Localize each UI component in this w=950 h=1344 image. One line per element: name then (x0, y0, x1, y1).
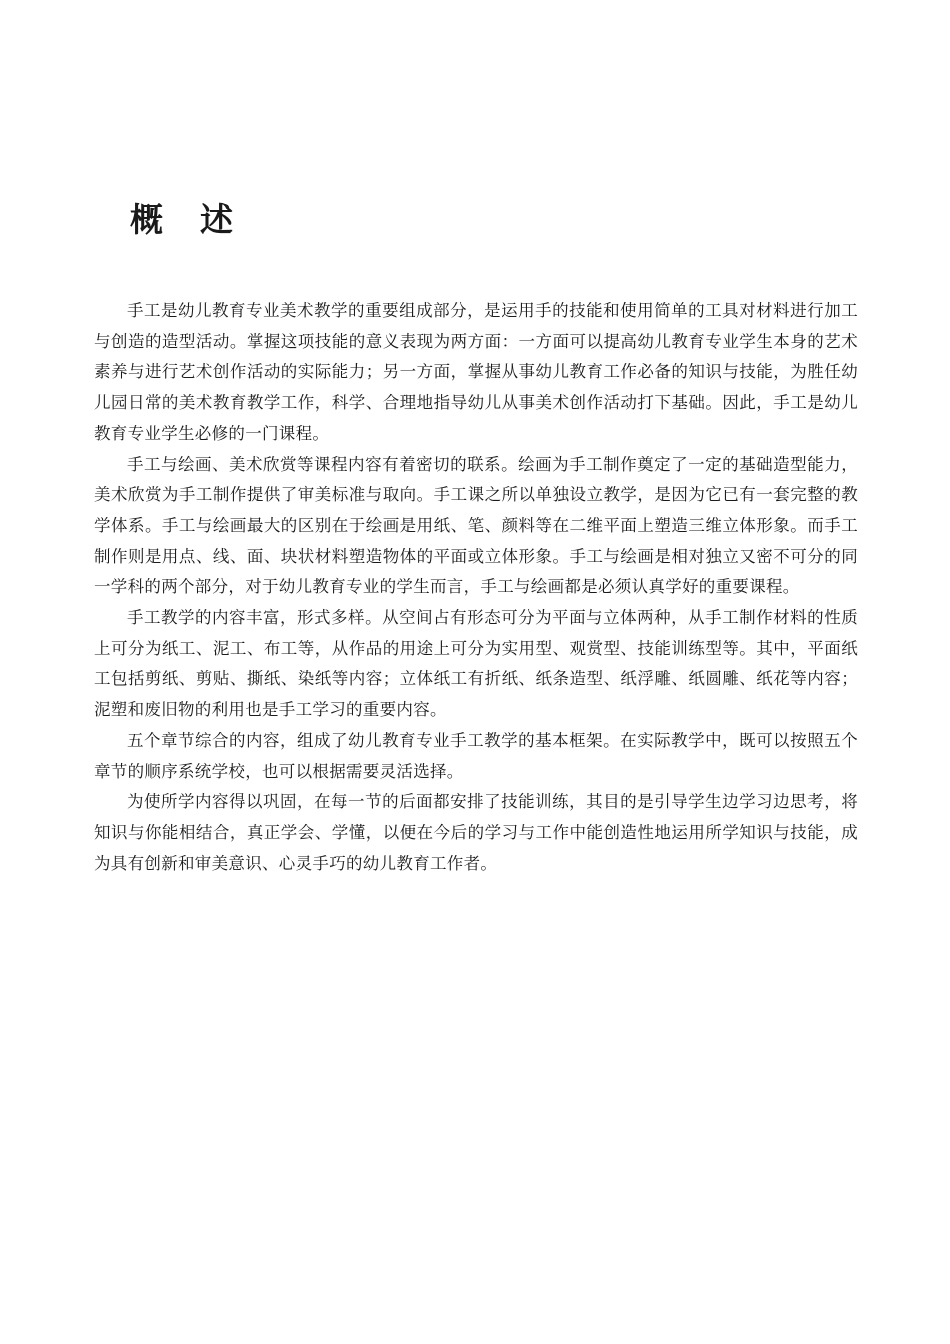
paragraph-3: 手工教学的内容丰富，形式多样。从空间占有形态可分为平面与立体两种，从手工制作材料的性质上可分为纸工、泥工、布工等，从作品的用途上可分为实用型、观赏型、技能训练型等。其中，平面纸工包括剪纸、剪贴、撕纸、染纸等内容；立体纸工有折纸、纸条造型、纸浮雕、纸圆雕、纸花等内容；泥塑和废旧物的利用也是手工学习的重要内容。 (94, 608, 858, 720)
paragraph-2: 手工与绘画、美术欣赏等课程内容有着密切的联系。绘画为手工制作奠定了一定的基础造型能力，美术欣赏为手工制作提供了审美标准与取向。手工课之所以单独设立教学，是因为它已有一套完整的教学体系。手工与绘画最大的区别在于绘画是用纸、笔、颜料等在二维平面上塑造三维立体形象。而手工制作则是用点、线、面、块状材料塑造物体的平面或立体形象。手工与绘画是相对独立又密不可分的同一学科的两个部分，对于幼儿教育专业的学生而言，手工与绘画都是必须认真学好的重要课程。 (94, 454, 858, 597)
page-title: 概述 (130, 200, 270, 239)
paragraph-5: 为使所学内容得以巩固，在每一节的后面都安排了技能训练，其目的是引导学生边学习边思考，将知识与你能相结合，真正学会、学懂，以便在今后的学习与工作中能创造性地运用所学知识与技能，成为具有创新和审美意识、心灵手巧的幼儿教育工作者。 (94, 792, 858, 873)
body-text (94, 296, 858, 879)
paragraph-1: 手工是幼儿教育专业美术教学的重要组成部分，是运用手的技能和使用简单的工具对材料进行加工与创造的造型活动。掌握这项技能的意义表现为两方面：一方面可以提高幼儿教育专业学生本身的艺术素养与进行艺术创作活动的实际能力；另一方面，掌握从事幼儿教育工作必备的知识与技能，为胜任幼儿园日常的美术教育教学工作，科学、合理地指导幼儿从事美术创作活动打下基础。因此，手工是幼儿教育专业学生必修的一门课程。 (94, 301, 858, 443)
paragraph-4: 五个章节综合的内容，组成了幼儿教育专业手工教学的基本框架。在实际教学中，既可以按照五个章节的顺序系统学校，也可以根据需要灵活选择。 (94, 730, 858, 781)
